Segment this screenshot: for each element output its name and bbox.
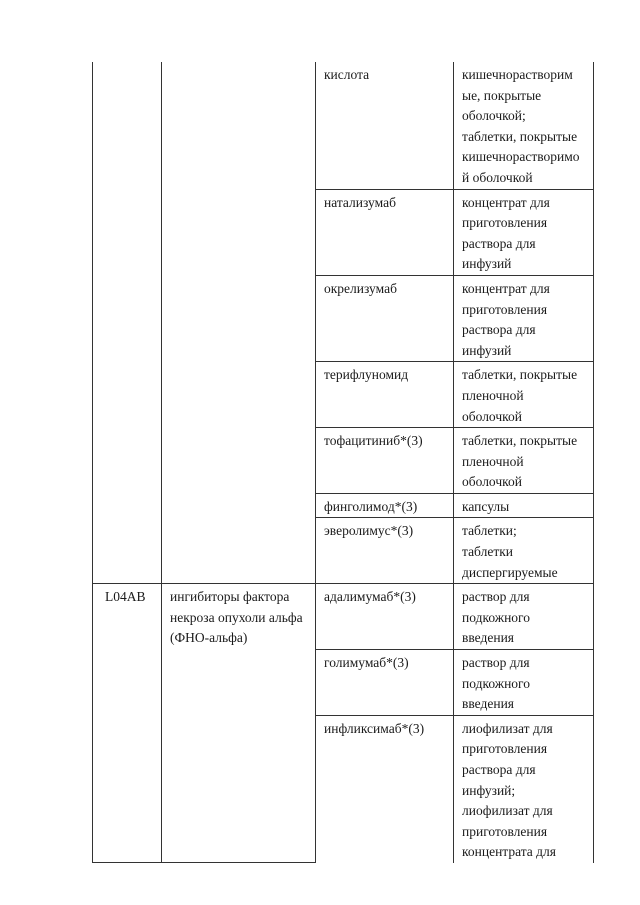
cell-line: концентрат для — [462, 194, 550, 210]
form-cell — [454, 362, 594, 428]
table-row — [93, 584, 594, 650]
drug-cell: эверолимус*(3) — [316, 518, 454, 584]
drug-cell: окрелизумаб — [316, 275, 454, 361]
drug-cell: кислота — [316, 62, 454, 189]
drug-cell: тофацитиниб*(3) — [316, 428, 454, 494]
cell-line: таблетки, покрытые — [462, 367, 578, 383]
form-cell — [454, 493, 594, 518]
cell-line: введения — [462, 696, 515, 712]
drug-cell: терифлуномид — [316, 362, 454, 428]
form-cell — [454, 275, 594, 361]
drug-cell: голимумаб*(3) — [316, 650, 454, 716]
form-cell — [454, 584, 594, 650]
group-cell — [162, 584, 316, 863]
table-row — [93, 62, 594, 189]
cell-line: пленочной — [462, 387, 524, 403]
form-cell — [454, 62, 594, 189]
cell-line: таблетки, покрытые — [462, 128, 578, 144]
drug-cell: натализумаб — [316, 189, 454, 275]
cell-line: подкожного — [462, 609, 530, 625]
cell-line: таблетки, покрытые — [462, 433, 578, 449]
cell-line: концентрат для — [462, 280, 550, 296]
cell-line: раствор для — [462, 589, 530, 605]
form-cell — [454, 189, 594, 275]
cell-line: инфузий; — [462, 782, 516, 798]
cell-line: ингибиторы фактора — [170, 589, 290, 605]
cell-line: ые, покрытые — [462, 87, 542, 103]
form-cell — [454, 518, 594, 584]
cell-line: кишечнорастворимо — [462, 149, 580, 165]
cell-line: пленочной — [462, 453, 524, 469]
cell-line: приготовления — [462, 301, 548, 317]
cell-line: (ФНО-альфа) — [170, 630, 248, 646]
drug-table — [92, 62, 594, 863]
group-cell — [162, 62, 316, 584]
cell-line: концентрата для — [462, 844, 556, 860]
form-cell — [454, 650, 594, 716]
cell-line: раствора для — [462, 235, 536, 251]
cell-line: раствора для — [462, 762, 536, 777]
form-cell — [454, 428, 594, 494]
cell-line: приготовления — [462, 823, 548, 839]
drug-cell: адалимумаб*(3) — [316, 584, 454, 650]
cell-line: капсулы — [462, 498, 510, 514]
cell-line: приготовления — [462, 741, 548, 757]
drug-table-body — [93, 62, 594, 863]
cell-line: раствор для — [462, 655, 530, 671]
form-cell — [454, 715, 594, 863]
code-cell: L04AB — [93, 584, 162, 863]
cell-line: некроза опухоли альфа — [170, 609, 303, 625]
drug-cell: финголимод*(3) — [316, 493, 454, 518]
cell-line: инфузий — [462, 256, 512, 272]
cell-line: таблетки; — [462, 523, 517, 539]
cell-line: приготовления — [462, 215, 548, 231]
code-cell — [93, 62, 162, 584]
cell-line: лиофилизат для — [462, 803, 553, 819]
cell-line: введения — [462, 630, 515, 646]
cell-line: кишечнорастворим — [462, 67, 573, 82]
cell-line: оболочкой — [462, 408, 522, 424]
cell-line: таблетки — [462, 544, 514, 560]
cell-line: подкожного — [462, 675, 530, 691]
cell-line: диспергируемые — [462, 564, 558, 580]
cell-line: й оболочкой — [462, 169, 533, 185]
drug-cell: инфликсимаб*(3) — [316, 715, 454, 863]
cell-line: лиофилизат для — [462, 720, 553, 736]
cell-line: инфузий — [462, 342, 512, 358]
cell-line: оболочкой; — [462, 108, 526, 124]
cell-line: оболочкой — [462, 474, 522, 490]
cell-line: раствора для — [462, 322, 536, 338]
